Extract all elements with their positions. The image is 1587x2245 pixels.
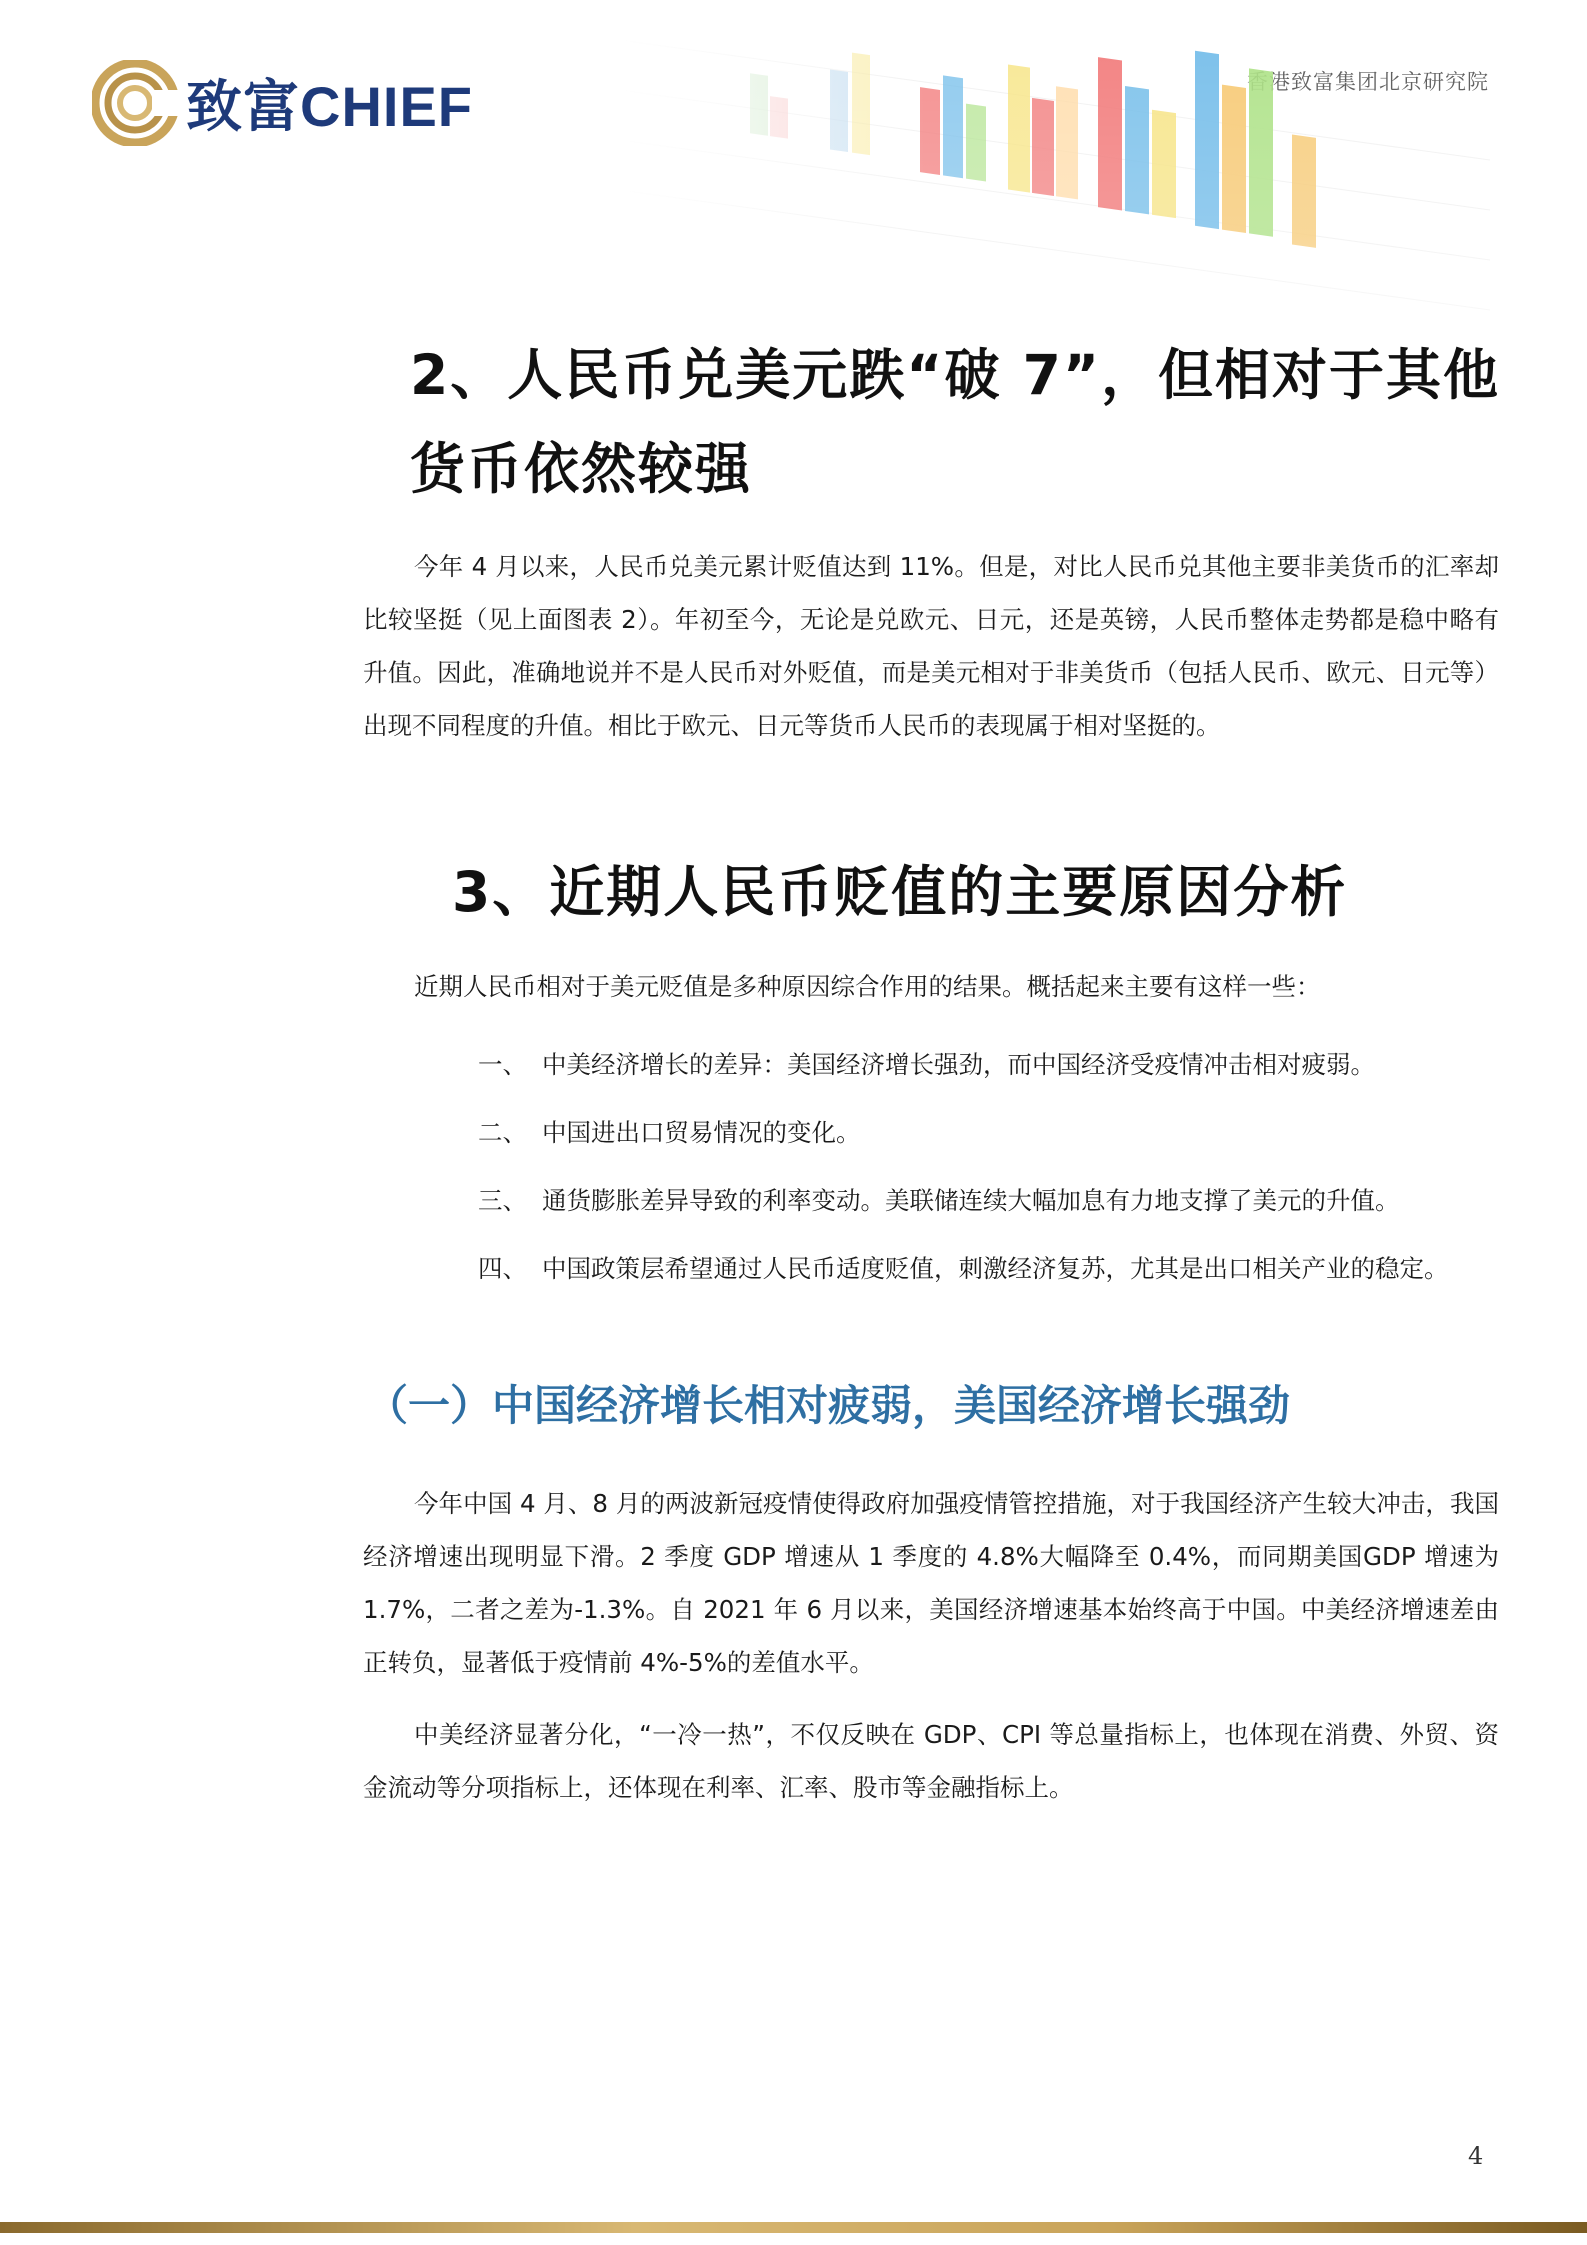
subsection-1-title: （一）中国经济增长相对疲弱，美国经济增长强劲 [366, 1381, 1291, 1430]
subsection-1-paragraph-1: 今年中国 4 月、8 月的两波新冠疫情使得政府加强疫情管控措施，对于我国经济产生较大冲击，我国经济增速出现明显下滑。2 季度 GDP 增速从 1 季度的 4.8%大幅降至 0.4%，而同期美国GDP 增速为 1.7%，二者之差为-1.3%。自 2021 年 6 月以来，美国经济增速基本始终高于中国。中美经济增速差由正转负，显著低于疫情前 4%-5%的差值水平。 [363, 1489, 1499, 1677]
list-item-text: 中美经济增长的差异：美国经济增长强劲，而中国经济受疫情冲击相对疲弱。 [542, 1050, 1375, 1079]
company-logo [92, 58, 473, 148]
subsection-1-paragraph-2: 中美经济显著分化，“一冷一热”，不仅反映在 GDP、CPI 等总量指标上，也体现在消费、外贸、资金流动等分项指标上，还体现在利率、汇率、股市等金融指标上。 [363, 1720, 1499, 1802]
brand-name: 致富CHIEF [186, 75, 473, 138]
list-item [478, 1038, 1508, 1091]
footer-gold-bar [0, 2222, 1587, 2233]
section-2-paragraph: 今年 4 月以来，人民币兑美元累计贬值达到 11%。但是，对比人民币兑其他主要非美货币的汇率却比较坚挺（见上面图表 2）。年初至今，无论是兑欧元、日元，还是英镑，人民币整体走势都是稳中略有升值。因此，准确地说并不是人民币对外贬值，而是美元相对于非美货币（包括人民币、欧元、日元等）出现不同程度的升值。相比于欧元、日元等货币人民币的表现属于相对坚挺的。 [363, 552, 1499, 740]
list-item [478, 1242, 1508, 1295]
section-3-title: 3、近期人民币贬值的主要原因分析 [452, 860, 1348, 924]
list-item-number: 一、 [478, 1050, 527, 1079]
page-number: 4 [1468, 2142, 1484, 2170]
list-item-text: 中国进出口贸易情况的变化。 [542, 1118, 861, 1147]
list-item-number: 二、 [478, 1118, 527, 1147]
list-item [478, 1174, 1508, 1227]
section-3-intro: 近期人民币相对于美元贬值是多种原因综合作用的结果。概括起来主要有这样一些： [414, 972, 1321, 1001]
reasons-list [478, 1038, 1508, 1310]
list-item-number: 四、 [478, 1254, 527, 1283]
chief-logo-icon [92, 60, 178, 146]
list-item [478, 1106, 1508, 1159]
list-item-text: 通货膨胀差异导致的利率变动。美联储连续大幅加息有力地支撑了美元的升值。 [542, 1186, 1400, 1215]
list-item-text: 中国政策层希望通过人民币适度贬值，刺激经济复苏，尤其是出口相关产业的稳定。 [542, 1254, 1449, 1283]
list-item-number: 三、 [478, 1186, 527, 1215]
section-2-title: 2、人民币兑美元跌“破 7”，但相对于其他货币依然较强 [410, 343, 1500, 501]
